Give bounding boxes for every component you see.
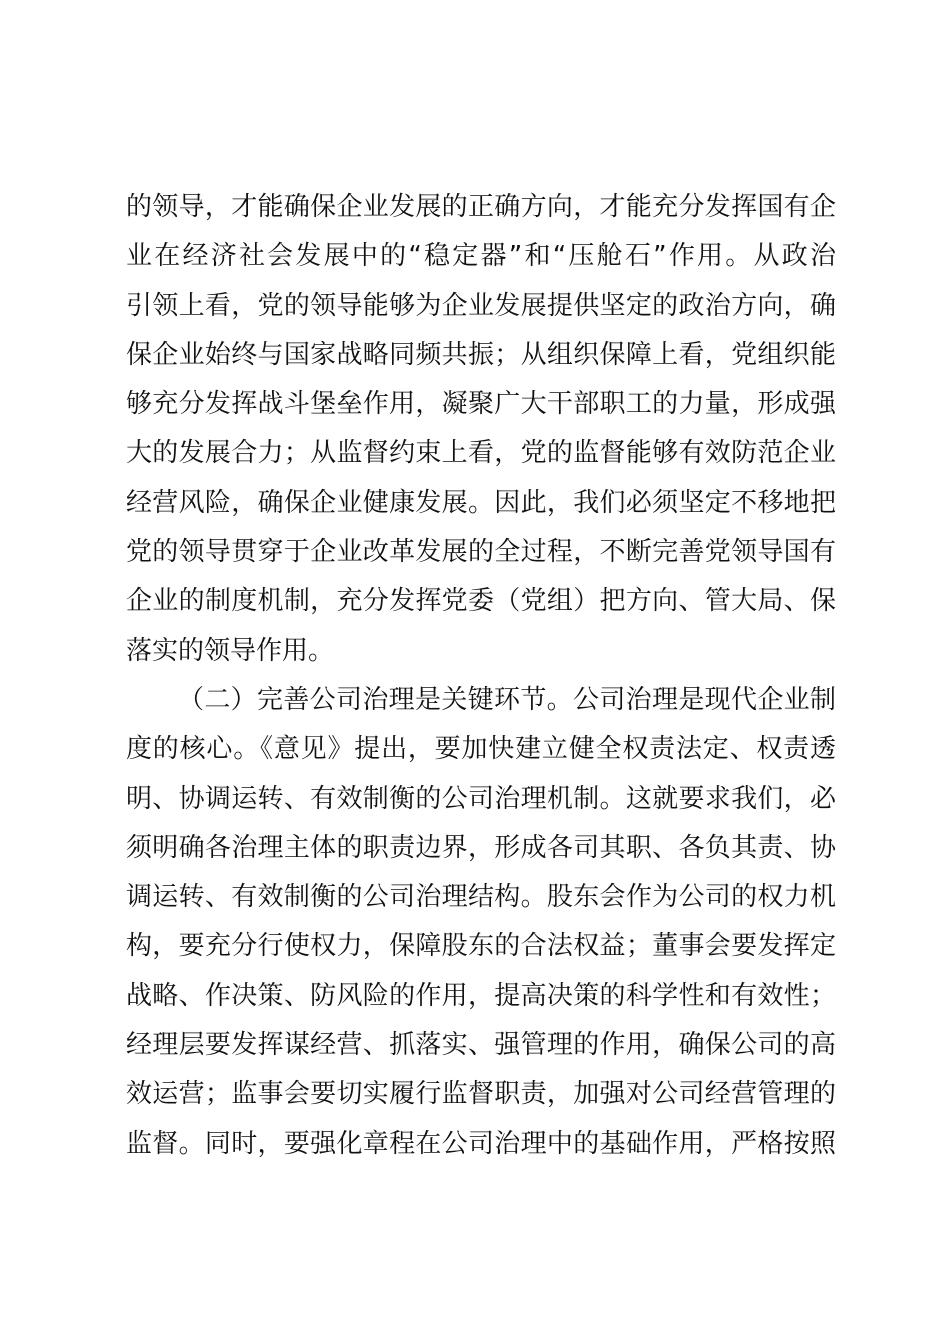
text-line: 明、协调运转、有效制衡的公司治理机制。这就要求我们，必 — [126, 783, 836, 814]
text-line: 的领导，才能确保企业发展的正确方向，才能充分发挥国有企 — [126, 192, 836, 222]
text-line: 须明确各治理主体的职责边界，形成各司其职、各负其责、协 — [126, 832, 836, 863]
text-line: 经营风险，确保企业健康发展。因此，我们必须坚定不移地把 — [126, 487, 836, 518]
text-line: 监督。同时，要强化章程在公司治理中的基础作用，严格按照 — [126, 1128, 836, 1159]
text-line: 大的发展合力；从监督约束上看，党的监督能够有效防范企业 — [126, 438, 836, 469]
text-line: 经理层要发挥谋经营、抓落实、强管理的作用，确保公司的高 — [126, 1030, 836, 1061]
text-line: 党的领导贯穿于企业改革发展的全过程，不断完善党领导国有 — [126, 537, 836, 568]
text-line: 构，要充分行使权力，保障股东的合法权益；董事会要发挥定 — [126, 931, 836, 962]
text-line: 落实的领导作用。 — [126, 635, 335, 666]
text-line: 调运转、有效制衡的公司治理结构。股东会作为公司的权力机 — [126, 882, 836, 913]
text-line: 效运营；监事会要切实履行监督职责，加强对公司经营管理的 — [126, 1079, 836, 1110]
text-line: （二）完善公司治理是关键环节。公司治理是现代企业制 — [178, 684, 836, 715]
text-line: 业在经济社会发展中的“稳定器”和“压舱石”作用。从政治 — [126, 241, 836, 272]
text-line: 保企业始终与国家战略同频共振；从组织保障上看，党组织能 — [126, 339, 836, 370]
text-line: 企业的制度机制，充分发挥党委（党组）把方向、管大局、保 — [126, 586, 836, 617]
text-line: 战略、作决策、防风险的作用，提高决策的科学性和有效性； — [126, 980, 836, 1011]
text-line: 引领上看，党的领导能够为企业发展提供坚定的政治方向，确 — [126, 290, 836, 321]
text-line: 够充分发挥战斗堡垒作用，凝聚广大干部职工的力量，形成强 — [126, 389, 836, 420]
text-line: 度的核心。《意见》提出，要加快建立健全权责法定、权责透 — [126, 734, 836, 765]
document-body — [126, 183, 836, 1169]
paragraph-2 — [126, 676, 836, 1169]
paragraph-1 — [126, 183, 836, 676]
